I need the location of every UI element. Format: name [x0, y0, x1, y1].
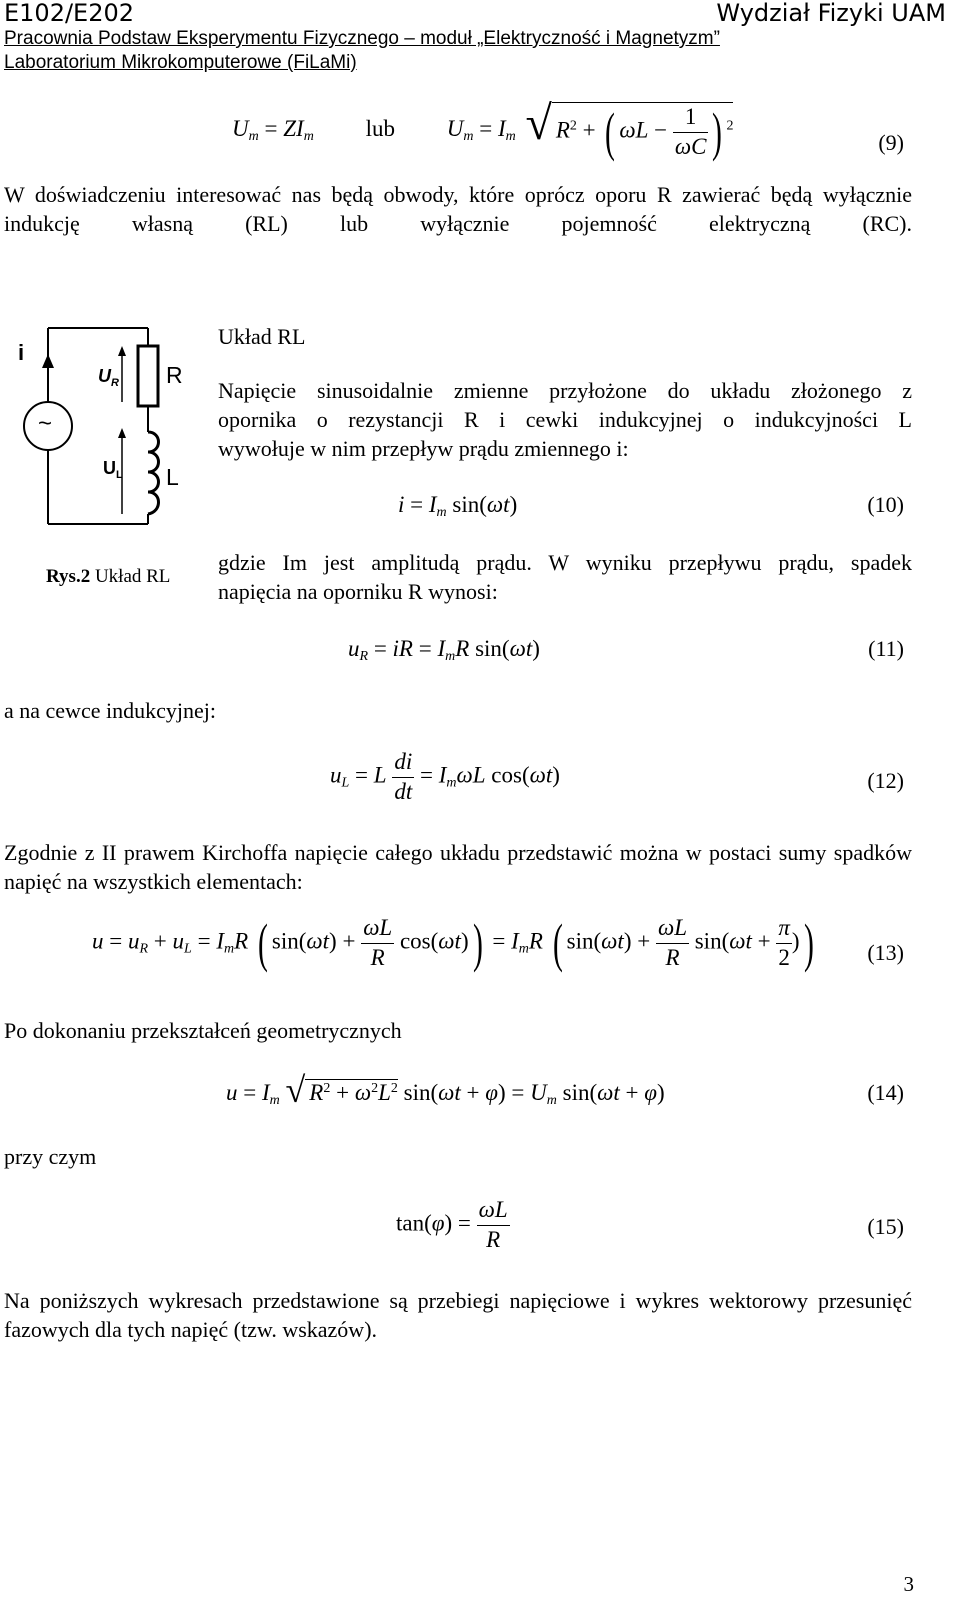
paragraph-intro-text: W doświadczeniu interesować nas będą obwody, które oprócz oporu R zawierać będą wyłącznie indukcję własną (RL) lub wyłącznie pojemność elektryczną (RC).	[4, 182, 912, 236]
inductor-icon	[148, 432, 159, 514]
eq15-number: (15)	[867, 1214, 904, 1239]
paragraph-coil: a na cewce indukcyjnej:	[4, 698, 216, 723]
faculty-name: Wydział Fizyki UAM	[716, 0, 946, 27]
label-inductor: L	[166, 464, 179, 490]
eq9-number: (9)	[878, 130, 904, 155]
page-number: 3	[903, 1572, 914, 1596]
equation-14: $u = I_m$ √ $R^2 + \omega^2L^2$ $\sin(\omega t + \varphi) = U_m$ sin(ωt + φ)	[226, 1070, 665, 1110]
label-ur: $U_R$	[98, 366, 119, 389]
lab-line: Pracownia Podstaw Eksperymentu Fizycznego – moduł „Elektryczność i Magnetyzm”	[4, 28, 720, 49]
document-code: E102/E202	[4, 0, 135, 27]
paragraph-rl-line3: wywołuje w nim przepływ prądu zmiennego i:	[218, 436, 629, 461]
resistor-icon	[138, 346, 158, 406]
eq10-number: (10)	[867, 492, 904, 517]
paragraph-intro	[4, 180, 912, 238]
paragraph-where: przy czym	[4, 1144, 97, 1169]
label-current: i	[18, 340, 25, 365]
paragraph-phasor: Na poniższych wykresach przedstawione są przebiegi napięciowe i wykres wektorowy przesunięć fazowych dla tych napięć (tzw. wskazów).	[4, 1288, 912, 1342]
label-ul: $U_L$	[103, 458, 123, 481]
equation-9: $U_m = ZI_m$ lub $U_m = I_m$ √ $R^2$ + ( ωL − $\frac{1}{\omega C}$ ) $^2$	[232, 97, 734, 163]
paragraph-rl-line1: Napięcie sinusoidalnie zmienne przyłożone do układu złożonego z	[218, 378, 912, 403]
paragraph-geometric: Po dokonaniu przekształceń geometrycznych	[4, 1018, 402, 1043]
equation-13: $u = u_R + u_L = I_mR$ ( sin(ωt) + $\frac{\omega L}{R}$ $\cos(\omega t)) = I_mR$ ( sin(ωt) + $\frac{\omega L}{R}$ sin(ωt + $\frac{\pi}{2}$ ))	[92, 913, 814, 974]
paragraph-rl-line2: opornika o rezystancji R i cewki indukcyjnej o indukcyjności L	[218, 407, 912, 432]
eq13-number: (13)	[867, 940, 904, 965]
section-title: Układ RL	[218, 324, 306, 349]
equation-11: $u_R$ = iR = $I_mR$ sin(ωt)	[348, 636, 540, 664]
paragraph-amplitude-line1: gdzie Im jest amplitudą prądu. W wyniku przepływu prądu, spadek	[218, 550, 912, 575]
equation-10: $i = I_m$ sin(ωt)	[398, 492, 518, 520]
eq14-number: (14)	[867, 1080, 904, 1105]
source-symbol: ~	[38, 410, 53, 437]
figure-caption: Rys.2 Układ RL	[46, 566, 171, 587]
paragraph-kirchhoff: Zgodnie z II prawem Kirchoffa napięcie całego układu przedstawić można w postaci sumy spadków napięć na wszystkich elementach:	[4, 840, 912, 894]
equation-12: $u_L = L$ $\frac{di}{dt}$ = $I_m\omega L$ cos(ωt)	[330, 749, 560, 804]
eq11-number: (11)	[868, 636, 904, 661]
label-resistor: R	[166, 362, 183, 388]
equation-15: tan(φ) = $\frac{\omega L}{R}$	[396, 1197, 508, 1252]
eq9-connector: lub	[365, 116, 395, 141]
eq12-number: (12)	[867, 768, 904, 793]
lab-subline: Laboratorium Mikrokomputerowe (FiLaMi)	[4, 52, 357, 73]
paragraph-amplitude-line2: napięcia na oporniku R wynosi:	[218, 579, 498, 604]
